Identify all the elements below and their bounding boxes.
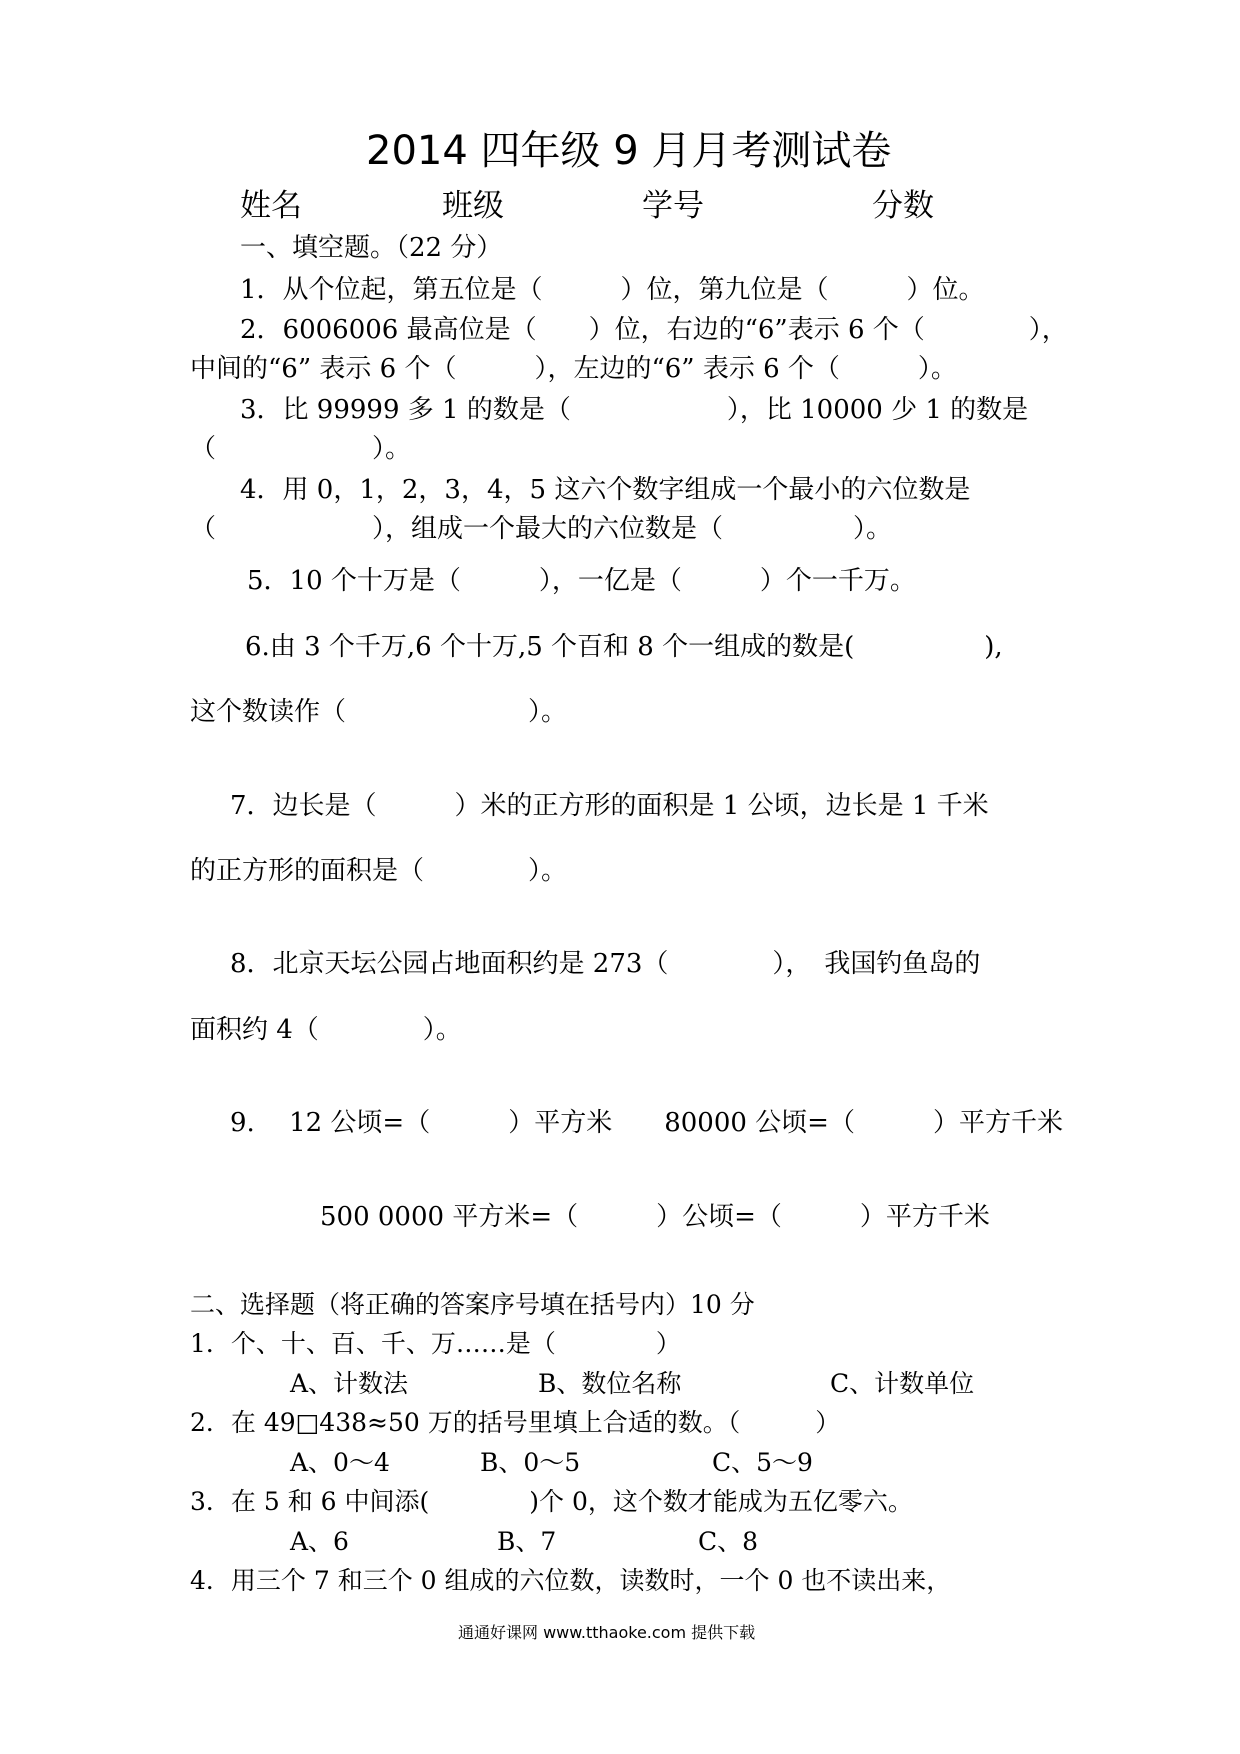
- question-2-1-option-b: B、数位名称: [538, 1369, 682, 1398]
- footer-source: 通通好课网 www.tthaoke.com 提供下载: [458, 1623, 756, 1642]
- question-2-1: 1．个、十、百、千、万……是（ ）: [190, 1329, 681, 1358]
- question-2-3-option-b: B、7: [497, 1527, 557, 1556]
- question-2-2-option-b: B、0～5: [480, 1448, 581, 1477]
- question-2-1-option-a: A、计数法: [290, 1369, 409, 1398]
- question-1-2-line-1: 2．6006006 最高位是（ ）位，右边的“6”表示 6 个（ ），: [240, 315, 1068, 345]
- question-1-6-line-2: 这个数读作（ ）。: [190, 697, 568, 727]
- question-1-3-line-2: （ ）。: [190, 434, 412, 464]
- name-field-label: 姓名: [240, 188, 302, 224]
- question-1-1: 1．从个位起，第五位是（ ）位，第九位是（ ）位。: [240, 275, 985, 305]
- exam-title: 2014 四年级 9 月月考测试卷: [366, 128, 892, 174]
- question-1-7-line-1: 7．边长是（ ）米的正方形的面积是 1 公顷，边长是 1 千米: [230, 791, 989, 821]
- question-2-4: 4．用三个 7 和三个 0 组成的六位数，读数时，一个 0 也不读出来，: [190, 1566, 952, 1595]
- question-1-6-line-1: 6.由 3 个千万,6 个十万,5 个百和 8 个一组成的数是( ),: [245, 632, 1003, 662]
- question-1-9-line-2: 500 0000 平方米=（ ）公顷=（ ）平方千米: [320, 1202, 990, 1232]
- class-field-label: 班级: [442, 188, 504, 224]
- question-2-3-option-a: A、6: [290, 1527, 349, 1556]
- section-1-heading: 一、填空题。（22 分）: [240, 233, 503, 263]
- question-1-5: 5．10 个十万是（ ），一亿是（ ）个一千万。: [247, 566, 916, 596]
- question-1-2-line-2: 中间的“6” 表示 6 个（ ），左边的“6” 表示 6 个（ ）。: [190, 354, 957, 384]
- section-2-heading: 二、选择题（将正确的答案序号填在括号内）10 分: [190, 1290, 755, 1319]
- question-1-9-line-1: 9. 12 公顷=（ ）平方米 80000 公顷=（ ）平方千米: [230, 1108, 1063, 1138]
- question-1-4-line-1: 4．用 0，1，2，3，4，5 这六个数字组成一个最小的六位数是: [240, 475, 971, 505]
- question-2-2-option-a: A、0～4: [290, 1448, 390, 1477]
- question-1-8-line-2: 面积约 4（ ）。: [190, 1015, 462, 1045]
- score-field-label: 分数: [872, 188, 934, 224]
- question-1-4-line-2: （ ），组成一个最大的六位数是（ ）。: [190, 514, 893, 544]
- question-2-2-option-c: C、5～9: [712, 1448, 813, 1477]
- question-2-2: 2．在 49□438≈50 万的括号里填上合适的数。（ ）: [190, 1408, 841, 1437]
- question-1-3-line-1: 3．比 99999 多 1 的数是（ ），比 10000 少 1 的数是: [240, 395, 1029, 425]
- question-2-3-option-c: C、8: [698, 1527, 759, 1556]
- question-1-8-line-1: 8．北京天坛公园占地面积约是 273（ ）， 我国钓鱼岛的: [230, 949, 981, 979]
- student-id-field-label: 学号: [642, 188, 704, 224]
- question-2-3: 3．在 5 和 6 中间添( )个 0，这个数才能成为五亿零六。: [190, 1487, 913, 1516]
- question-1-7-line-2: 的正方形的面积是（ ）。: [190, 856, 568, 886]
- question-2-1-option-c: C、计数单位: [830, 1369, 975, 1398]
